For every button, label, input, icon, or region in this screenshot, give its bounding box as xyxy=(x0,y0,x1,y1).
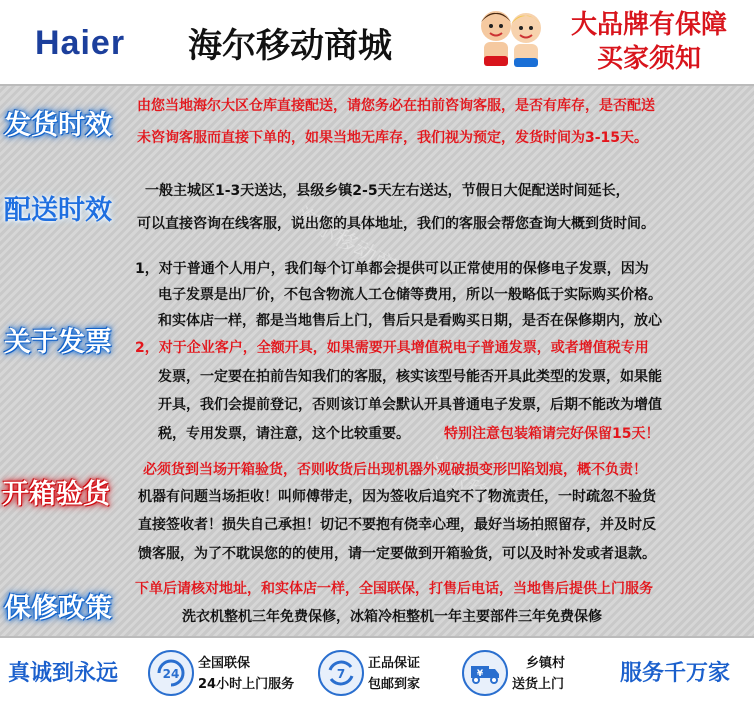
invoice-line-7: 税，专用发票，请注意，这个比较重要。 xyxy=(158,426,410,442)
service-1-line1: 全国联保 xyxy=(198,656,251,671)
service-2-line1: 正品保证 xyxy=(368,656,421,671)
service-nationwide-warranty xyxy=(148,646,308,698)
warranty-line-1: 下单后请核对地址，和实体店一样，全国联保，打售后电话，当地售后提供上门服务 xyxy=(135,581,653,597)
invoice-line-5: 发票，一定要在拍前告知我们的客服，核实该型号能否开具此类型的发票，如果能 xyxy=(158,369,662,385)
invoice-line-4: 2，对于企业客户，全额开具，如果需要开具增值税电子普通发票，或者增值税专用 xyxy=(135,340,649,356)
shipping-line-2: 未咨询客服而直接下单的，如果当地无库存，我们视为预定，发货时间为3-15天。 xyxy=(137,130,649,146)
label-unboxing: 开箱验货 xyxy=(2,479,110,510)
footer-slogan-left: 真诚到永远 xyxy=(8,661,119,686)
label-shipping-time: 发货时效 xyxy=(4,110,112,141)
unboxing-line-2: 机器有问题当场拒收！叫师傅带走，因为签收后追究不了物流责任，一时疏忽不验货 xyxy=(138,489,656,505)
service-3-line2: 送货上门 xyxy=(512,677,565,692)
footer xyxy=(0,636,754,703)
watermark: 海尔移动商城 xyxy=(291,203,419,292)
service-genuine xyxy=(318,646,438,698)
service-rural-delivery xyxy=(462,646,592,698)
haier-logo: Haier xyxy=(35,24,126,62)
unboxing-line-3: 直接签收者！损失自己承担！切记不要抱有侥幸心理，最好当场拍照留存，并及时反 xyxy=(138,517,656,533)
service-1-line2: 24小时上门服务 xyxy=(198,677,295,692)
svg-text:7: 7 xyxy=(336,667,346,681)
invoice-line-2: 电子发票是出厂价，不包含物流人工仓储等费用，所以一般略低于实际购买价格。 xyxy=(158,287,662,303)
invoice-line-1: 1，对于普通个人用户，我们每个订单都会提供可以正常使用的保修电子发票，因为 xyxy=(135,261,649,277)
delivery-line-2: 可以直接咨询在线客服，说出您的具体地址，我们的客服会帮您查询大概到货时间。 xyxy=(137,216,655,232)
label-warranty: 保修政策 xyxy=(4,593,112,624)
refresh-7-icon xyxy=(318,650,364,696)
unboxing-line-1: 必须货到当场开箱验货，否则收货后出现机器外观破损变形凹陷划痕，概不负责！ xyxy=(143,462,647,478)
invoice-line-3: 和实体店一样，都是当地售后上门，售后只是看购买日期，是否在保修期内，放心 xyxy=(158,313,662,329)
delivery-truck-icon xyxy=(462,650,508,696)
guarantee-banner xyxy=(560,8,738,76)
guarantee-line1: 大品牌有保障 xyxy=(570,10,727,40)
label-delivery-time: 配送时效 xyxy=(4,195,112,226)
warranty-line-2: 洗衣机整机三年免费保修，冰箱冷柜整机一年主要部件三年免费保修 xyxy=(182,609,602,625)
svg-text:¥: ¥ xyxy=(476,669,484,679)
footer-slogan-right: 服务千万家 xyxy=(620,661,731,686)
service-3-line1: 乡镇村 xyxy=(526,656,566,671)
watermark: 海尔移动商城 xyxy=(421,453,549,542)
invoice-line-6: 开具，我们会提前登记，否则该订单会默认开具普通电子发票，后期不能改为增值 xyxy=(158,397,662,413)
svg-text:24: 24 xyxy=(162,667,180,681)
label-invoice: 关于发票 xyxy=(4,327,112,358)
guarantee-line2: 买家须知 xyxy=(596,44,701,74)
cartoon-kids-icon xyxy=(470,4,550,78)
unboxing-line-4: 馈客服，为了不耽误您的的使用，请一定要做到开箱验货，可以及时补发或者退款。 xyxy=(138,546,656,562)
header xyxy=(0,0,754,86)
delivery-line-1: 一般主城区1-3天送达，县级乡镇2-5天左右送达，节假日大促配送时间延长， xyxy=(145,183,630,199)
invoice-notice: 特别注意包装箱请完好保留15天！ xyxy=(444,426,660,442)
site-title: 海尔移动商城 xyxy=(188,26,392,66)
clock-24-icon xyxy=(148,650,194,696)
service-2-line2: 包邮到家 xyxy=(368,677,421,692)
shipping-line-1: 由您当地海尔大区仓库直接配送，请您务必在拍前咨询客服，是否有库存，是否配送 xyxy=(137,98,655,114)
